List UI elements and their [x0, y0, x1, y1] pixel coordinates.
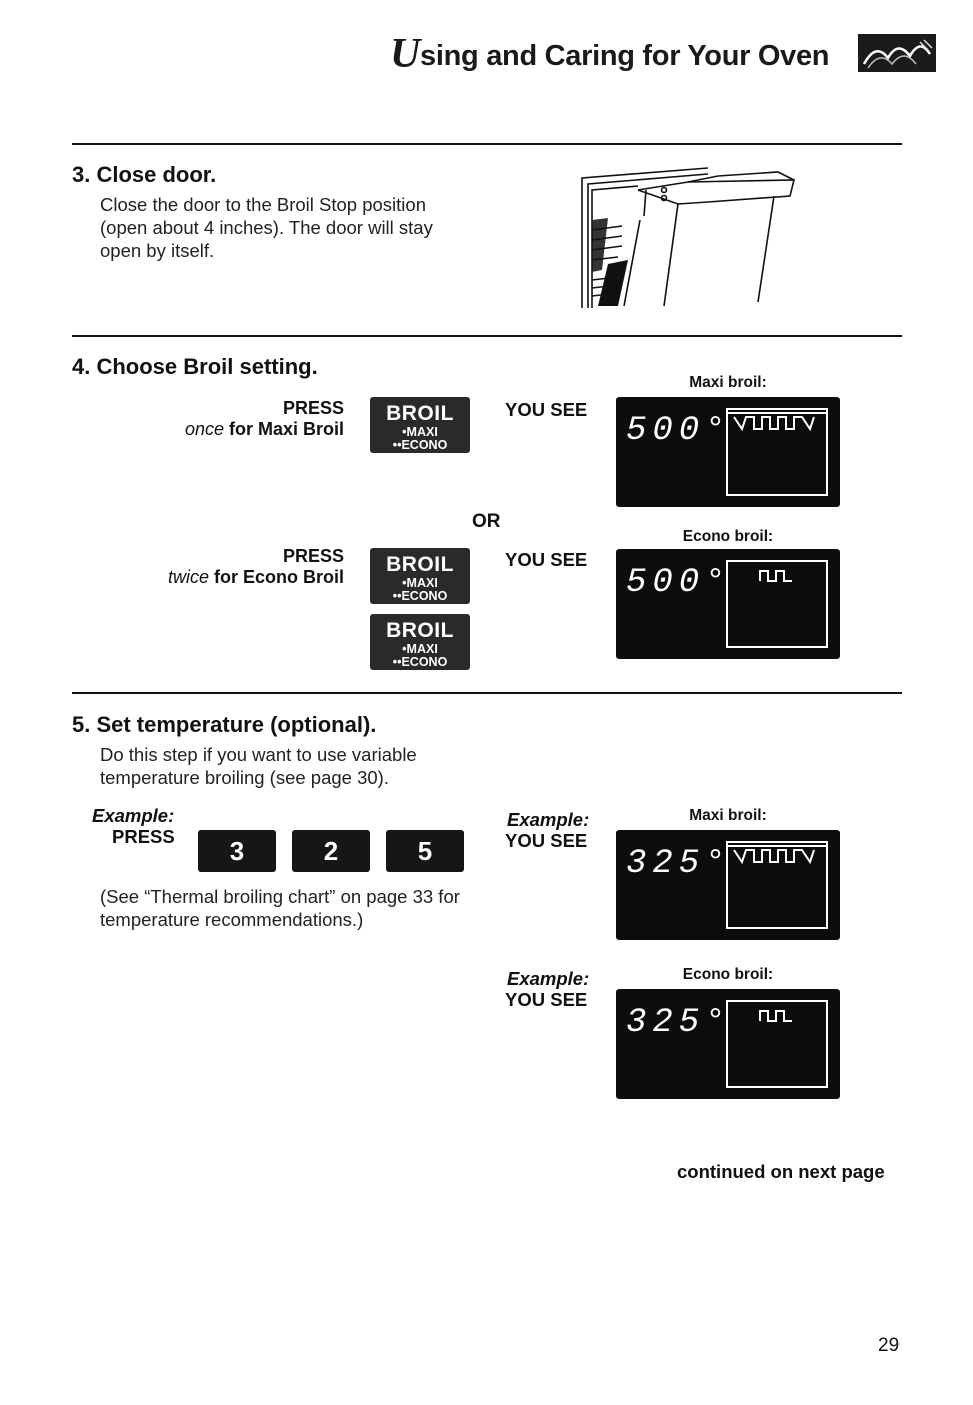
twice-rest: for Econo Broil — [209, 567, 344, 587]
maxi-broil-display-graphic — [616, 830, 840, 940]
econo-broil-display-graphic — [616, 989, 840, 1099]
maxi-broil-caption: Maxi broil: — [689, 374, 767, 391]
broil-button-maxi: •MAXI — [402, 425, 438, 439]
step-5-text — [100, 743, 417, 789]
divider — [72, 143, 902, 145]
thermal-note — [100, 885, 460, 931]
broil-button-label: BROIL — [386, 619, 454, 642]
maxi-broil-element-icon — [728, 846, 826, 862]
oven-door-illustration — [578, 160, 808, 310]
header-title-rest: sing and Caring for Your Oven — [420, 40, 830, 72]
econo-broil-caption: Econo broil: — [682, 966, 774, 983]
twice-label — [120, 567, 344, 588]
flame-grill-icon — [858, 34, 936, 72]
econo-broil-caption: Econo broil: — [682, 528, 774, 545]
display-readout: 325° — [626, 1004, 732, 1042]
step-5-line: Do this step if you want to use variable — [100, 744, 417, 765]
econo-broil-display — [616, 549, 840, 659]
step-4-heading: 4. Choose Broil setting. — [72, 354, 318, 379]
key-3-button[interactable]: 3 — [198, 830, 276, 872]
display-readout: 500° — [626, 564, 732, 602]
example-label: Example: — [92, 805, 175, 826]
maxi-broil-element-icon — [728, 413, 826, 429]
step-5-heading: 5. Set temperature (optional). — [72, 712, 377, 737]
broil-button[interactable] — [370, 614, 470, 670]
twice-emphasis: twice — [167, 567, 209, 587]
step-3-line: open by itself. — [100, 240, 215, 261]
press-label: PRESS — [282, 398, 344, 418]
press-twice-label — [120, 546, 344, 588]
broil-button-maxi: •MAXI — [402, 576, 438, 590]
key-2-button[interactable]: 2 — [292, 830, 370, 872]
press-label: PRESS — [112, 826, 175, 847]
note-line: temperature recommendations.) — [100, 909, 364, 930]
display-readout: 500° — [626, 412, 732, 450]
you-see-label: YOU SEE — [505, 830, 588, 851]
continued-label: continued on next page — [677, 1161, 885, 1182]
step-3-heading: 3. Close door. — [72, 162, 217, 187]
broil-button[interactable] — [370, 548, 470, 604]
note-line: (See “Thermal broiling chart” on page 33 for — [100, 886, 460, 907]
display-readout: 325° — [626, 845, 732, 883]
example-label: Example: — [507, 968, 590, 989]
or-label: OR — [472, 511, 501, 532]
broil-button-maxi: •MAXI — [402, 642, 438, 656]
once-label — [120, 419, 344, 440]
maxi-broil-caption: Maxi broil: — [689, 807, 767, 824]
divider — [72, 335, 902, 337]
maxi-broil-display-graphic — [616, 397, 840, 507]
broil-button-econo: ••ECONO — [392, 589, 448, 603]
econo-broil-display — [616, 989, 840, 1099]
broil-button-econo: ••ECONO — [392, 655, 448, 669]
broil-button-label: BROIL — [386, 402, 454, 425]
broil-button-econo: ••ECONO — [392, 438, 448, 452]
step-3-line: (open about 4 inches). The door will stay — [100, 217, 433, 238]
you-see-label: YOU SEE — [505, 549, 588, 570]
key-5-button[interactable]: 5 — [386, 830, 464, 872]
broil-button[interactable] — [370, 397, 470, 453]
maxi-broil-display — [616, 830, 840, 940]
step-3-line: Close the door to the Broil Stop position — [100, 194, 426, 215]
page-header-title — [390, 30, 829, 78]
econo-broil-element-icon — [760, 571, 792, 581]
you-see-label: YOU SEE — [505, 399, 588, 420]
step-3-text — [100, 193, 433, 262]
once-emphasis: once — [184, 419, 224, 439]
divider — [72, 692, 902, 694]
maxi-broil-display — [616, 397, 840, 507]
page-number: 29 — [878, 1335, 900, 1356]
header-title-initial: U — [390, 31, 421, 77]
once-rest: for Maxi Broil — [223, 419, 344, 439]
econo-broil-element-icon — [760, 1011, 792, 1021]
broil-button-label: BROIL — [386, 553, 454, 576]
you-see-label: YOU SEE — [505, 989, 588, 1010]
press-label: PRESS — [282, 546, 344, 566]
press-once-label — [120, 398, 344, 440]
step-5-line: temperature broiling (see page 30). — [100, 767, 389, 788]
example-label: Example: — [507, 809, 590, 830]
econo-broil-display-graphic — [616, 549, 840, 659]
